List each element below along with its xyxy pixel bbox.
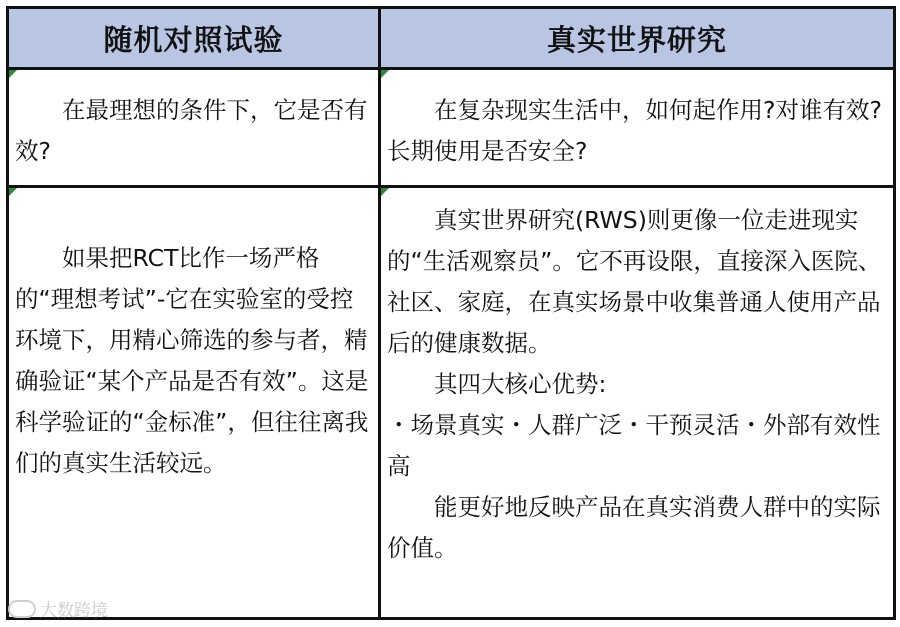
rws-description-cell — [381, 188, 893, 617]
corner-marker-icon — [9, 70, 17, 78]
rct-description-cell — [9, 188, 381, 617]
watermark-text: 大数跨境 — [40, 601, 108, 621]
rct-question-cell — [9, 70, 381, 185]
corner-marker-icon — [381, 188, 389, 196]
question-row — [9, 70, 893, 188]
rws-conclusion-paragraph: 能更好地反映产品在真实消费人群中的实际价值。 — [387, 493, 881, 562]
watermark-logo-icon — [8, 600, 36, 618]
description-row — [9, 188, 893, 617]
header-rws: 真实世界研究 — [546, 22, 727, 57]
rws-intro-paragraph: 真实世界研究(RWS)则更像一位走进现实的“生活观察员”。它不再设限，直接深入医院、社区、家庭，在真实场景中收集普通人使用产品后的健康数据。 — [387, 206, 882, 357]
header-rct: 随机对照试验 — [9, 9, 381, 67]
header-row — [9, 9, 893, 70]
rct-question-text: 在最理想的条件下，它是否有效? — [15, 96, 368, 165]
rws-advantages-list: ・场景真实・人群广泛・干预灵活・外部有效性高 — [387, 411, 881, 480]
rct-description-text: 如果把RCT比作一场严格的“理想考试”-它在实验室的受控环境下，用精心筛选的参与者，精确验证“某个产品是否有效”。这是科学验证的“金标准”，但往往离我们的真实生活较远。 — [15, 244, 369, 477]
corner-marker-icon — [9, 188, 17, 196]
watermark — [8, 596, 108, 621]
rws-question-text: 在复杂现实生活中，如何起作用?对谁有效?长期使用是否安全? — [387, 96, 882, 165]
corner-marker-icon — [381, 70, 389, 78]
rws-advantages-heading: 其四大核心优势: — [434, 370, 607, 398]
rws-question-cell — [381, 70, 893, 185]
rws-description-block — [381, 188, 893, 569]
comparison-table — [6, 6, 896, 620]
